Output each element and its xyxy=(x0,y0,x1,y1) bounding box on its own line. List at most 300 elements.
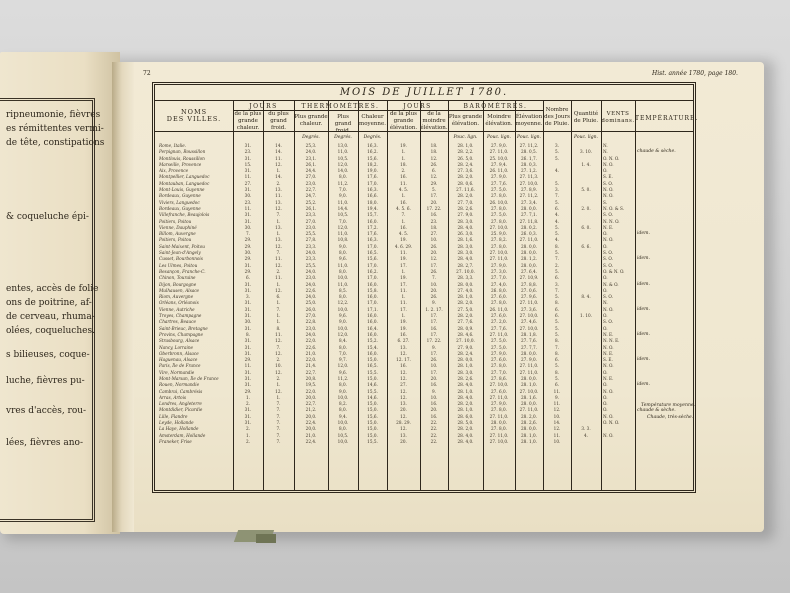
data-cell: 26. xyxy=(430,357,438,363)
data-cell: 15,5. xyxy=(367,388,378,394)
data-cell: 21,0. xyxy=(305,350,317,356)
data-cell: 16,2. xyxy=(367,268,378,274)
city-name: Provins, Champagne xyxy=(159,331,203,337)
group-rule xyxy=(448,110,543,111)
data-cell: 6. xyxy=(246,275,250,281)
left-page xyxy=(0,52,120,534)
data-cell: 15,5. xyxy=(367,438,378,444)
city-name: Oberbronn, Alsace xyxy=(159,350,199,356)
data-cell: 27. 11,0. xyxy=(519,300,539,306)
data-cell: 1. xyxy=(276,313,281,319)
data-cell: 12. xyxy=(553,407,561,413)
data-cell: 27. 10,0. xyxy=(519,325,539,331)
data-cell: 11. xyxy=(244,174,252,180)
data-cell: 26. xyxy=(430,161,438,167)
data-cell: 31. xyxy=(244,187,252,193)
data-cell: 11. xyxy=(275,256,282,262)
data-cell: 1. xyxy=(246,394,250,400)
data-cell: 4. xyxy=(584,432,588,438)
data-cell: 16,4. xyxy=(367,325,378,331)
data-cell: 27. 5,0. xyxy=(491,212,507,218)
data-cell: 6. xyxy=(555,275,559,281)
data-column xyxy=(543,143,571,445)
city-list xyxy=(159,143,235,445)
data-cell: 27. 11,2. xyxy=(519,143,539,148)
data-cell: S. O. xyxy=(603,319,613,325)
data-cell: 29. xyxy=(244,243,252,249)
city-name: Mulhausen, Alsace xyxy=(159,287,200,293)
data-cell: 28. 4,0. xyxy=(457,438,474,444)
data-cell: 10. xyxy=(430,363,438,369)
data-cell: 27. 9,0. xyxy=(457,212,474,218)
data-cell: 28. 2,6. xyxy=(457,205,474,211)
data-cell: 22,0. xyxy=(305,357,317,363)
data-cell: 22,6. xyxy=(305,287,317,293)
data-cell: 8. 4. xyxy=(581,294,591,300)
data-cell: 1. xyxy=(276,300,281,306)
city-name: Bordeaux, Guyenne xyxy=(159,205,201,211)
data-cell: 14. xyxy=(275,143,282,148)
data-cell: 28. 2,6. xyxy=(457,375,474,381)
data-cell: 15,7. xyxy=(367,212,378,218)
data-cell: 9,0. xyxy=(339,193,347,199)
data-cell: 17. xyxy=(430,350,438,356)
city-name: Lille, Flandre xyxy=(159,413,188,419)
data-cell: 27. xyxy=(244,180,252,186)
data-cell: 6. xyxy=(555,357,559,363)
data-cell: 2. xyxy=(555,262,559,268)
data-cell: N. N. E. xyxy=(603,338,620,344)
data-cell: 31. xyxy=(244,313,252,319)
data-cell: 1. xyxy=(276,168,281,174)
data-column xyxy=(294,143,328,445)
data-cell: 28. 1,0. xyxy=(457,143,474,148)
city-name: Vienne, Dauphiné xyxy=(159,224,197,230)
data-cell: 15,0. xyxy=(367,432,378,438)
data-cell: 1. xyxy=(276,382,281,388)
data-cell: 9,7. xyxy=(339,357,347,363)
data-cell: 29. xyxy=(244,357,252,363)
data-cell: 13. xyxy=(275,224,282,230)
data-cell: 11. xyxy=(275,331,282,337)
data-cell: 14,0. xyxy=(337,168,349,174)
data-cell: 21,4. xyxy=(305,363,317,369)
left-page-line: & coqueluche épi- xyxy=(6,212,89,222)
data-cell: 27. 8,0. xyxy=(491,243,507,249)
data-cell: N. O. xyxy=(603,363,614,369)
data-cell: 27. 9,0. xyxy=(457,344,474,350)
data-column xyxy=(263,143,294,445)
data-cell: 4. 5. xyxy=(398,187,409,193)
data-cell: 17,0. xyxy=(367,300,378,306)
data-cell: 7. xyxy=(276,212,281,218)
left-page-line: luche, fièvres pu- xyxy=(6,376,85,386)
data-cell: 4. xyxy=(555,218,559,224)
page-mark: 72 xyxy=(143,70,151,77)
data-cell: O. N. O. xyxy=(603,420,620,426)
data-cell: 8,4. xyxy=(339,338,347,344)
data-cell: 11. xyxy=(275,275,282,281)
data-cell: 28. 2,0. xyxy=(521,413,537,419)
left-page-border xyxy=(0,98,95,522)
data-cell: 5. xyxy=(555,155,559,161)
data-cell: 27. 7,0. xyxy=(457,199,474,205)
data-cell: 23,0. xyxy=(305,224,317,230)
data-cell: 28. 2,0. xyxy=(457,426,474,432)
data-cell: 16,3. xyxy=(367,143,378,148)
data-cell: 20. xyxy=(430,375,438,381)
city-name: Perpignan, Roussillon xyxy=(159,149,206,155)
data-cell: 11,0. xyxy=(337,281,349,287)
data-cell: 25. 9,0. xyxy=(491,231,507,237)
data-cell: 17,2. xyxy=(367,224,378,230)
data-cell: 16. xyxy=(400,331,407,337)
data-cell: 27,0. xyxy=(305,174,317,180)
data-cell: 28. 2,0. xyxy=(457,174,474,180)
data-cell: 23. xyxy=(430,218,438,224)
data-cell: 23,0. xyxy=(305,180,317,186)
data-cell: 28. 4,0. xyxy=(457,394,474,400)
data-cell: 3. xyxy=(555,281,559,287)
data-cell: 27. 7,1. xyxy=(521,212,537,218)
data-cell: 27. 8,0. xyxy=(491,300,507,306)
data-cell: 31. xyxy=(244,407,252,413)
data-cell: 12,0. xyxy=(337,363,349,369)
data-cell: 15,5. xyxy=(367,369,378,375)
data-cell: 12. xyxy=(275,369,282,375)
data-cell: 15,8. xyxy=(367,287,378,293)
data-cell: 4. xyxy=(555,212,559,218)
data-column xyxy=(420,143,448,445)
city-name: Paris, Île de France xyxy=(159,363,201,369)
data-cell: 12. xyxy=(430,174,438,180)
data-cell: N. O. xyxy=(603,237,614,243)
header-baro-b: Moindre élévation. xyxy=(485,114,513,127)
data-cell: 15,0. xyxy=(367,420,378,426)
data-cell: 5. xyxy=(555,250,559,256)
data-cell: 14,6. xyxy=(367,382,378,388)
data-cell: O. xyxy=(603,325,608,331)
page-reference: Hist. année 1780, page 180. xyxy=(652,70,738,77)
data-cell: 27. 11,3. xyxy=(519,174,539,180)
data-cell: 23,3. xyxy=(305,256,317,262)
data-cell: 15,6. xyxy=(367,155,378,161)
data-cell: 1. xyxy=(276,218,281,224)
data-cell: 27. 11,0. xyxy=(489,413,509,419)
data-cell: 2. xyxy=(276,268,281,274)
data-cell: 11. xyxy=(244,205,252,211)
data-column xyxy=(601,143,637,445)
data-cell: 12. xyxy=(430,256,438,262)
data-column xyxy=(328,143,358,445)
header-jours2-b: de la moindre élévation. xyxy=(420,111,448,131)
data-cell: 31. xyxy=(244,325,252,331)
data-cell: 2. xyxy=(246,438,250,444)
data-cell: 10,0. xyxy=(337,275,349,281)
data-cell: 31. xyxy=(244,155,252,161)
data-cell: 12. xyxy=(400,350,407,356)
data-cell: 12. xyxy=(400,388,407,394)
data-cell: 27. 9,0. xyxy=(491,262,507,268)
data-cell: 15,4. xyxy=(367,344,378,350)
header-pluie-qte: Quantité de Pluie. xyxy=(573,111,599,124)
data-cell: 6. xyxy=(555,313,559,319)
data-cell: 27. 4,0. xyxy=(457,287,474,293)
data-cell: 7. xyxy=(276,344,281,350)
data-cell: 11,2. xyxy=(337,375,349,381)
data-cell: 5. xyxy=(555,224,559,230)
data-cell: 5. xyxy=(555,325,559,331)
data-cell: 19. xyxy=(400,275,407,281)
left-page-line: de tête, constipations xyxy=(6,138,105,148)
data-cell: 31. xyxy=(244,306,252,312)
data-cell: 27. 11,0. xyxy=(519,407,539,413)
header-jours-b: du plus grand froid. xyxy=(268,111,289,131)
data-cell: 28. 1,2. xyxy=(521,256,537,262)
data-cell: 12. xyxy=(275,338,282,344)
data-cell: 15,0. xyxy=(367,401,378,407)
data-cell: 18. xyxy=(400,161,407,167)
data-cell: 5. 0. xyxy=(581,187,591,193)
data-cell: O. xyxy=(603,287,608,293)
temperature-note: chaude & sèche. xyxy=(637,149,676,155)
data-cell: 11. xyxy=(400,250,407,256)
data-cell: 28. 2,0. xyxy=(457,193,474,199)
data-cell: 24,0. xyxy=(305,281,317,287)
data-cell: 10,5. xyxy=(337,212,349,218)
data-cell: 27. 9,0. xyxy=(491,174,507,180)
data-cell: 15,0. xyxy=(367,407,378,413)
data-cell: 27. 4,6. xyxy=(521,319,537,325)
data-cell: 9,6. xyxy=(339,369,347,375)
data-cell: 12. xyxy=(275,243,282,249)
data-cell: 7. xyxy=(276,420,281,426)
data-cell: 7. xyxy=(555,193,559,199)
data-cell xyxy=(571,439,601,445)
data-cell: 25,5. xyxy=(305,231,317,237)
data-cell: 19,5. xyxy=(305,382,317,388)
data-cell: 27. 6,0. xyxy=(491,313,507,319)
data-cell: 26. 1,7. xyxy=(521,155,537,161)
data-cell: 16,0. xyxy=(367,319,378,325)
data-cell: 23. xyxy=(244,199,252,205)
data-cell: 20,0. xyxy=(305,413,317,419)
data-cell: 5. xyxy=(555,375,559,381)
city-name: Haguenau, Alsace xyxy=(159,357,198,363)
unit-label: Pouc. lign. xyxy=(517,135,541,140)
data-cell: 31. xyxy=(244,350,252,356)
data-cell: 17. xyxy=(400,306,407,312)
data-cell: 22,8. xyxy=(305,319,317,325)
header-jours2-a: de la plus grande élévation. xyxy=(389,111,418,131)
data-cell: 27. 10,9. xyxy=(519,275,539,281)
data-cell: 26,0. xyxy=(305,306,317,312)
data-cell: 28. 2,7. xyxy=(457,262,474,268)
data-cell: 16,0. xyxy=(367,281,378,287)
data-cell: 28. 0,0. xyxy=(521,250,537,256)
data-cell: 5. xyxy=(555,231,559,237)
data-cell: O. N. O. xyxy=(603,155,620,161)
data-cell: 28. 1,6. xyxy=(521,394,537,400)
left-page-line: s bilieuses, coque- xyxy=(6,350,90,360)
data-cell: 16. xyxy=(430,401,438,407)
data-cell: 23. xyxy=(244,149,252,155)
data-cell: 2. xyxy=(276,357,281,363)
left-page-line: olées, coqueluches. xyxy=(6,326,95,336)
data-cell: 9. xyxy=(432,300,436,306)
city-name: Saint-Brieuc, Bretagne xyxy=(159,325,208,331)
data-cell: 8,0. xyxy=(339,426,347,432)
data-cell: 1. 10. xyxy=(580,313,592,319)
data-cell: 13. xyxy=(400,432,407,438)
data-cell: 28. 4,6. xyxy=(457,331,474,337)
city-name: Mont-Louis, Guyenne xyxy=(159,187,205,193)
data-cell: 17,0. xyxy=(367,262,378,268)
data-cell: 17. xyxy=(400,281,407,287)
data-cell: 28. 2,6. xyxy=(521,420,537,426)
data-cell: 27. 11,8. xyxy=(519,218,539,224)
data-cell: 27. 7,6. xyxy=(521,338,537,344)
data-cell: 5. xyxy=(555,180,559,186)
data-cell: 27. 8,2. xyxy=(491,237,507,243)
data-cell: 5. xyxy=(555,363,559,369)
data-cell: 27,8. xyxy=(305,237,317,243)
data-cell: N. & O. xyxy=(603,281,619,287)
header-temperature: TEMPÉRATURE. xyxy=(635,115,699,122)
data-cell: 11. xyxy=(275,155,282,161)
data-cell: 27. 0,6. xyxy=(521,287,537,293)
data-cell: 27. 8,0. xyxy=(491,363,507,369)
data-cell: 8. xyxy=(555,338,559,344)
data-cell: 27. 4,0. xyxy=(491,281,507,287)
header-thermo-a: Plus grande chaleur. xyxy=(294,114,328,127)
data-cell: 27. 3,6. xyxy=(457,168,474,174)
data-cell: 28. 0,9. xyxy=(457,325,474,331)
data-cell: 15,0. xyxy=(367,357,378,363)
city-name: Troyes, Champagne xyxy=(159,313,202,319)
data-cell: 15,0. xyxy=(367,375,378,381)
data-cell: N. O. xyxy=(603,432,614,438)
data-cell: 6. 6. xyxy=(581,243,591,249)
data-cell: 9. xyxy=(432,388,436,394)
data-cell: 26. 8,0. xyxy=(491,287,507,293)
data-cell: 28. 2,0. xyxy=(457,300,474,306)
data-cell: O. xyxy=(603,313,608,319)
data-cell: 27. 8,0. xyxy=(491,407,507,413)
data-cell: 26. 3,0. xyxy=(457,231,474,237)
data-cell: N. O. xyxy=(603,344,614,350)
city-name: Montpellier, Languedoc xyxy=(159,174,210,180)
data-cell: O. xyxy=(603,243,608,249)
data-cell: 1. 4. xyxy=(581,161,591,167)
data-cell: 16. xyxy=(400,199,407,205)
data-cell: 29. xyxy=(430,180,438,186)
data-column xyxy=(358,143,387,445)
data-cell: 31. xyxy=(244,212,252,218)
data-cell: 22,0. xyxy=(305,338,317,344)
data-cell: 7. xyxy=(276,401,281,407)
data-cell: 22,4. xyxy=(305,438,317,444)
data-cell: 5. xyxy=(555,268,559,274)
data-cell: 19. xyxy=(400,237,407,243)
temperature-note: idem. xyxy=(637,231,650,237)
city-name: Chartres, Beauce xyxy=(159,319,196,325)
data-cell: 19. xyxy=(400,319,407,325)
data-cell: 11. xyxy=(400,287,407,293)
data-cell: 10,5. xyxy=(337,432,349,438)
data-cell: 4. xyxy=(555,237,559,243)
data-cell: 27. xyxy=(400,382,407,388)
data-cell: 8. xyxy=(555,243,559,249)
data-cell: 7. xyxy=(246,231,250,237)
data-cell: 27. 11,6. xyxy=(456,187,475,193)
data-cell: 16,6. xyxy=(367,193,378,199)
data-cell: 1. xyxy=(401,218,406,224)
city-name: Rome, Italie. xyxy=(159,143,187,148)
data-cell: 29. xyxy=(244,256,252,262)
left-page-line: de cerveau, rhuma- xyxy=(6,312,95,322)
data-cell: 12. xyxy=(275,161,282,167)
data-cell: 27. 2,0. xyxy=(491,319,507,325)
data-cell: 31. xyxy=(244,143,252,148)
data-cell: 17,6. xyxy=(367,231,378,237)
data-cell: 16. xyxy=(400,174,407,180)
data-cell: 12. xyxy=(275,350,282,356)
data-cell: 7. xyxy=(276,426,281,432)
city-name: Leyde, Hollande xyxy=(159,420,194,426)
city-name: Arras, Artois xyxy=(159,394,187,400)
data-cell: 28. 2,0. xyxy=(457,313,474,319)
data-cell: 29. xyxy=(244,268,252,274)
data-cell: 27. 10,0. xyxy=(519,180,539,186)
city-name: Amsterdam, Hollande xyxy=(159,432,206,438)
data-cell: 29. xyxy=(244,388,252,394)
data-cell: 26,1. xyxy=(305,205,317,211)
data-cell: 6. xyxy=(276,294,281,300)
data-cell: 17. xyxy=(430,262,438,268)
data-cell: 24,0. xyxy=(305,250,317,256)
city-name: Cambrai, Cambrésis xyxy=(159,388,203,394)
data-cell: 28. 0,0. xyxy=(521,401,537,407)
data-cell: 17. 22. xyxy=(426,205,442,211)
data-cell: 9,6. xyxy=(339,313,347,319)
data-cell: 10. xyxy=(553,413,561,419)
data-cell: 22,0. xyxy=(305,388,317,394)
data-cell: 20. xyxy=(430,250,438,256)
data-cell: N. E. xyxy=(603,375,614,381)
data-cell: 7,0. xyxy=(339,218,347,224)
data-cell: 12. xyxy=(553,426,561,432)
data-cell: 15,0. xyxy=(367,426,378,432)
city-name: Vienne, Autriche xyxy=(159,306,195,312)
data-cell: 28. 29. xyxy=(396,420,411,426)
data-cell: 26,1. xyxy=(305,161,317,167)
data-cell: 31. xyxy=(244,300,252,306)
data-cell: 27. 3,0. xyxy=(491,268,507,274)
data-cell: 28. 1,0. xyxy=(521,438,537,444)
data-cell: 3. xyxy=(246,294,250,300)
data-cell: 7. xyxy=(555,344,559,350)
data-column xyxy=(233,143,263,445)
data-cell: 27,0. xyxy=(305,313,317,319)
data-cell: 7. xyxy=(276,407,281,413)
data-cell: 14,4. xyxy=(337,205,349,211)
data-cell: 10,5. xyxy=(337,155,349,161)
city-name: Vire, Normandie xyxy=(159,369,195,375)
city-name: La Haye, Hollande xyxy=(159,426,199,432)
data-cell: 7. xyxy=(276,438,281,444)
unit-label: Pouc. lign. xyxy=(487,135,511,140)
